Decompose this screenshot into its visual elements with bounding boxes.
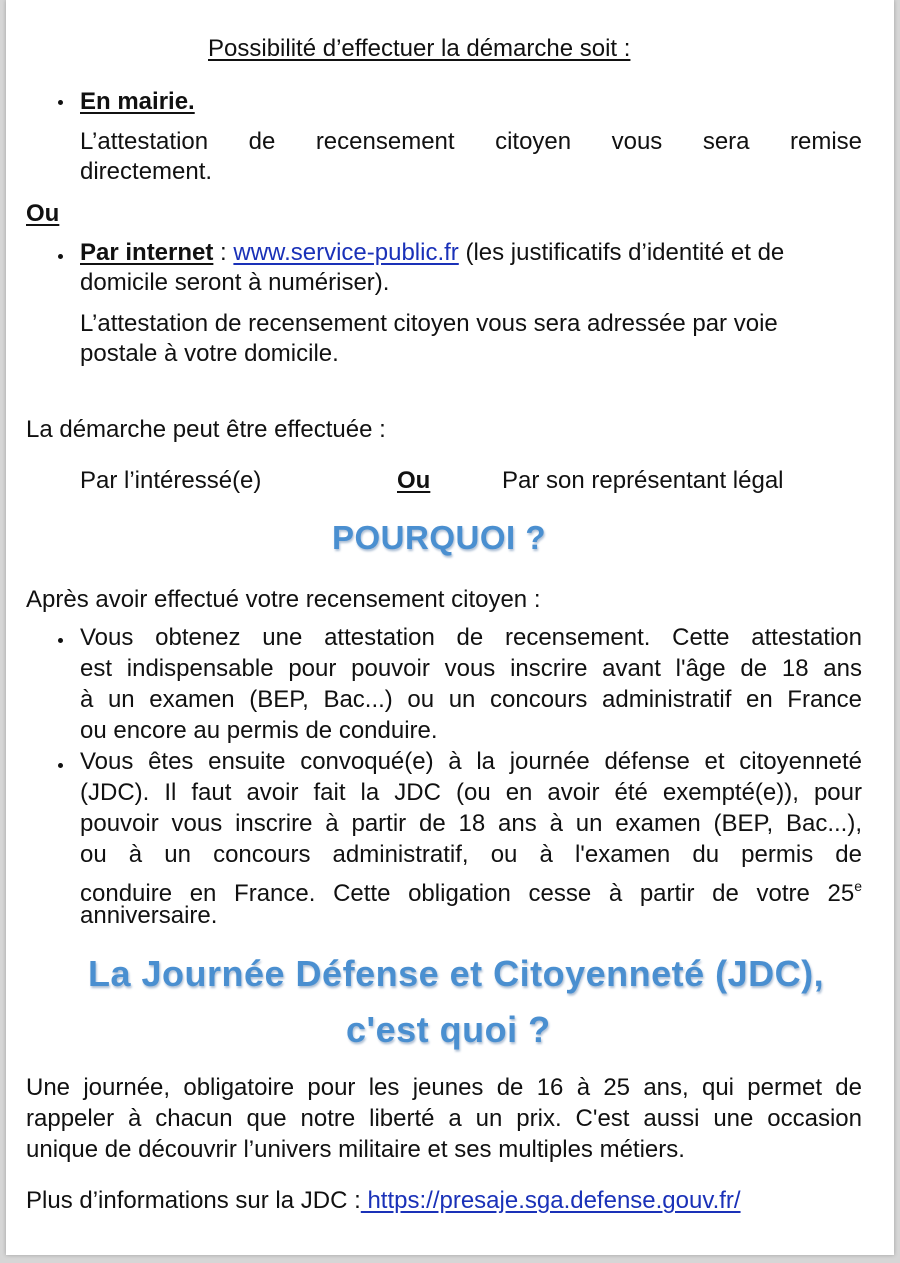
pourquoi-b2-line2: (JDC). Il faut avoir fait la JDC (ou en avoir été exempté(e)), pour	[80, 779, 862, 806]
option-internet-label: Par internet	[80, 239, 214, 266]
section-title: Possibilité d’effectuer la démarche soit :	[208, 35, 631, 62]
jdc-text-line2: rappeler à chacun que notre liberté a un prix. C'est aussi une occasion	[26, 1105, 862, 1132]
by-person: Par l’intéressé(e)	[80, 467, 262, 494]
word: recensement	[315, 128, 455, 155]
option-mairie-line1	[80, 127, 862, 157]
word: remise	[790, 128, 863, 155]
ou-separator: Ou	[26, 200, 60, 227]
pourquoi-b2-line3: pouvoir vous inscrire à partir de 18 ans à un examen (BEP, Bac...),	[80, 810, 862, 837]
pourquoi-heading: POURQUOI ?	[332, 519, 547, 556]
pourquoi-b1-line4: ou encore au permis de conduire.	[80, 717, 438, 744]
pourquoi-b1-line3: à un examen (BEP, Bac...) ou un concours administratif en France	[80, 686, 862, 713]
word: citoyen	[495, 128, 572, 155]
jdc-heading-line2: c'est quoi ?	[346, 1009, 551, 1050]
pourquoi-b1-line1: Vous obtenez une attestation de recensement. Cette attestation	[80, 624, 862, 651]
pourquoi-b2-line6: anniversaire.	[80, 902, 218, 929]
word: vous	[611, 128, 663, 155]
presaje-link[interactable]: https://presaje.sga.defense.gouv.fr/	[360, 1187, 741, 1214]
more-info	[26, 1186, 741, 1216]
pourquoi-b1-line2: est indispensable pour pouvoir vous inscrire avant l'âge de 18 ans	[80, 655, 862, 682]
jdc-text-line1: Une journée, obligatoire pour les jeunes de 16 à 25 ans, qui permet de	[26, 1074, 862, 1101]
word: sera	[702, 128, 750, 155]
jdc-text-line3: unique de découvrir l’univers militaire et ses multiples métiers.	[26, 1136, 685, 1163]
pourquoi-b2-line1: Vous êtes ensuite convoqué(e) à la journée défense et citoyenneté	[80, 748, 862, 775]
bullet-pourquoi-2	[58, 763, 63, 768]
option-mairie-line2: directement.	[80, 158, 213, 185]
ou-middle: Ou	[397, 467, 431, 494]
option-internet-line1	[80, 238, 784, 268]
option-internet-line1-rest: (les justificatifs d’identité et de	[458, 239, 785, 266]
word: de	[248, 128, 276, 155]
option-internet-line3: L’attestation de recensement citoyen vous sera adressée par voie	[80, 310, 778, 337]
colon: :	[213, 239, 234, 266]
by-representative: Par son représentant légal	[502, 467, 784, 494]
pourquoi-b2-line4: ou à un concours administratif, ou à l'examen du permis de	[80, 841, 862, 868]
bullet-mairie	[58, 100, 63, 105]
option-mairie-label: En mairie.	[80, 88, 195, 115]
demarche-intro: La démarche peut être effectuée :	[26, 416, 386, 443]
pourquoi-intro: Après avoir effectué votre recensement citoyen :	[26, 586, 541, 613]
line-text: conduire en France. Cette obligation cesse à partir de votre 25	[80, 880, 855, 907]
service-public-link[interactable]: www.service-public.fr	[233, 239, 459, 266]
ordinal-suffix: e	[854, 878, 862, 894]
bullet-internet	[58, 254, 63, 259]
word: L’attestation	[80, 128, 209, 155]
document-page	[6, 0, 894, 1255]
jdc-heading-line1: La Journée Défense et Citoyenneté (JDC),	[88, 953, 825, 994]
option-internet-line4: postale à votre domicile.	[80, 340, 339, 367]
more-info-label: Plus d’informations sur la JDC :	[26, 1187, 361, 1214]
bullet-pourquoi-1	[58, 638, 63, 643]
option-internet-line2: domicile seront à numériser).	[80, 269, 390, 296]
